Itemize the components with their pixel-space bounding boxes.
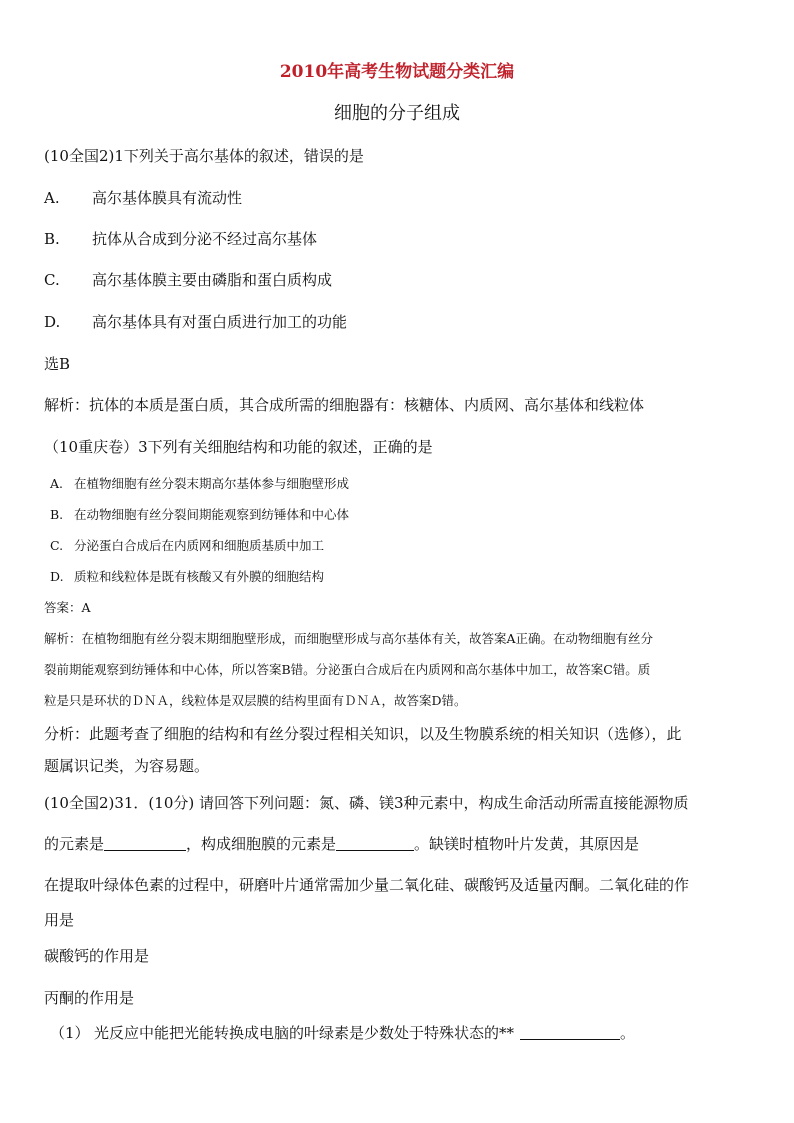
q3-line4: 用是	[44, 911, 75, 929]
option-letter: D.	[50, 569, 64, 584]
q2-stem: （10重庆卷）3下列有关细胞结构和功能的叙述，正确的是	[44, 438, 433, 456]
option-text: 抗体从合成到分泌不经过高尔基体	[92, 230, 318, 248]
q1-option-a	[44, 191, 242, 206]
q2-comment-line: 分析：此题考查了细胞的结构和有丝分裂过程相关知识，以及生物膜系统的相关知识（选修），此	[44, 725, 682, 743]
q2-comment-line: 题属识记类，为容易题。	[44, 757, 210, 775]
q1-option-c	[44, 273, 332, 288]
q2-answer: 答案：A	[44, 600, 91, 615]
q1-stem: (10全国2)1下列关于高尔基体的叙述，错误的是	[44, 147, 364, 165]
sub-text: 光反应中能把光能转换成电脑的叶绿素是少数处于特殊状态的**	[94, 1024, 515, 1042]
option-letter: B.	[50, 507, 64, 522]
option-letter: C.	[50, 538, 64, 553]
q3-line3: 在提取叶绿体色素的过程中，研磨叶片通常需加少量二氧化硅、碳酸钙及适量丙酮。二氧化硅的作	[44, 876, 690, 894]
sub-end: 。	[620, 1024, 636, 1042]
option-text: 质粒和线粒体是既有核酸又有外膜的细胞结构	[74, 569, 325, 584]
option-letter: A.	[44, 189, 60, 207]
q3-stem: (10全国2)31．(10分) 请回答下列问题：氮、磷、镁3种元素中，构成生命活动所需直接能源物质	[44, 794, 689, 812]
option-letter: B.	[44, 230, 60, 248]
sub-number: （1）	[50, 1024, 90, 1042]
q3-line2-text: 的元素是	[44, 835, 105, 853]
option-letter: A.	[50, 476, 64, 491]
q3-line2-text: ，构成细胞膜的元素是	[186, 835, 337, 853]
q1-option-b	[44, 232, 317, 247]
q2-option-b	[44, 509, 349, 522]
q3-line2	[44, 836, 639, 852]
q2-analysis-line: 粒是只是环状的ＤＮＡ，线粒体是双层膜的结构里面有ＤＮＡ，故答案D错。	[44, 693, 467, 708]
option-text: 高尔基体膜具有流动性	[92, 189, 243, 207]
q1-analysis: 解析：抗体的本质是蛋白质，其合成所需的细胞器有：核糖体、内质网、高尔基体和线粒体	[44, 396, 645, 414]
q2-analysis-line: 解析：在植物细胞有丝分裂末期细胞壁形成，而细胞壁形成与高尔基体有关，故答案A正确。在动物细胞有丝分	[44, 631, 654, 646]
answer-blank[interactable]	[104, 836, 186, 851]
option-text: 在植物细胞有丝分裂末期高尔基体参与细胞壁形成	[74, 476, 350, 491]
q2-option-a	[44, 478, 349, 491]
option-letter: D.	[44, 313, 61, 331]
q3-line5: 碳酸钙的作用是	[44, 947, 150, 965]
option-text: 高尔基体具有对蛋白质进行加工的功能	[92, 313, 348, 331]
q2-analysis-line: 裂前期能观察到纺锤体和中心体，所以答案B错。分泌蛋白合成后在内质网和高尔基体中加工，故答案C错。质	[44, 662, 651, 677]
q3-line2-text: 。缺镁时植物叶片发黄，其原因是	[414, 835, 640, 853]
q2-option-d	[44, 571, 324, 584]
q2-option-c	[44, 540, 324, 553]
document-subtitle: 细胞的分子组成	[334, 103, 460, 124]
q3-line6: 丙酮的作用是	[44, 989, 135, 1007]
option-text: 高尔基体膜主要由磷脂和蛋白质构成	[92, 271, 333, 289]
document-title: 2010年高考生物试题分类汇编	[279, 62, 515, 82]
option-text: 在动物细胞有丝分裂间期能观察到纺锤体和中心体	[74, 507, 350, 522]
q3-sub1	[50, 1025, 635, 1041]
option-text: 分泌蛋白合成后在内质网和细胞质基质中加工	[74, 538, 325, 553]
answer-blank[interactable]	[520, 1025, 620, 1040]
answer-blank[interactable]	[336, 836, 414, 851]
option-letter: C.	[44, 271, 60, 289]
q1-option-d	[44, 315, 347, 330]
q1-answer: 选B	[44, 355, 71, 373]
